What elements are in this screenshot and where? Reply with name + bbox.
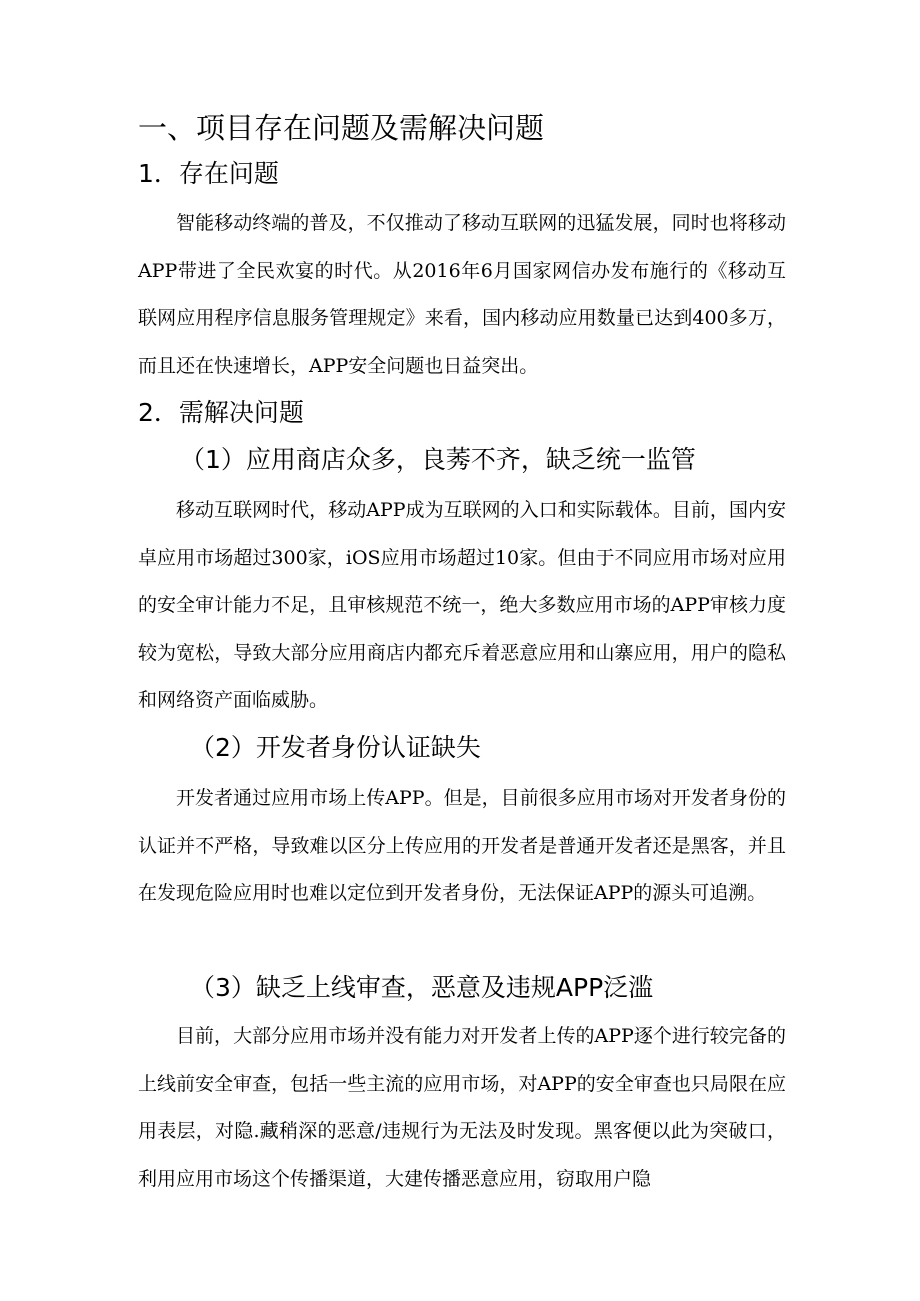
subsection-title-existing-problems: 1．存在问题 xyxy=(138,159,279,188)
paragraph-launch-review: 目前，大部分应用市场并没有能力对开发者上传的APP逐个进行较完备的上线前安全审查，包括一些主流的应用市场，对APP的安全审查也只局限在应用表层，对隐.藏稍深的恶意/违规行为无法及时发现。黑客便以此为突破口，利用应用市场这个传播渠道，大建传播恶意应用，窃取用户隐 xyxy=(138,1025,786,1190)
subsection-title-problems-to-solve: 2．需解决问题 xyxy=(138,398,304,427)
paragraph-existing-problems: 智能移动终端的普及，不仅推动了移动互联网的迅猛发展，同时也将移动APP带进了全民欢宴的时代。从2016年6月国家网信办发布施行的《移动互联网应用程序信息服务管理规定》来看，国内移动应用数量已达到400多万，而且还在快速增长，APP安全问题也日益突出。 xyxy=(138,212,786,377)
item-title-launch-review: （3）缺乏上线审查，恶意及违规APP泛滥 xyxy=(190,973,654,1002)
paragraph-app-stores: 移动互联网时代，移动APP成为互联网的入口和实际载体。目前，国内安卓应用市场超过300家，iOS应用市场超过10家。但由于不同应用市场对应用的安全审计能力不足，且审核规范不统一，绝大多数应用市场的APP审核力度较为宽松，导致大部分应用商店内都充斥着恶意应用和山寨应用，用户的隐私和网络资产面临威胁。 xyxy=(138,499,786,711)
item-title-app-stores: （1）应用商店众多，良莠不齐，缺乏统一监管 xyxy=(180,445,696,474)
paragraph-developer-auth: 开发者通过应用市场上传APP。但是，目前很多应用市场对开发者身份的认证并不严格，导致难以区分上传应用的开发者是普通开发者还是黑客，并且在发现危险应用时也难以定位到开发者身份，无法保证APP的源头可追溯。 xyxy=(138,787,786,904)
section-title: 一、项目存在问题及需解决问题 xyxy=(138,111,545,145)
item-title-developer-auth: （2）开发者身份认证缺失 xyxy=(190,733,481,762)
